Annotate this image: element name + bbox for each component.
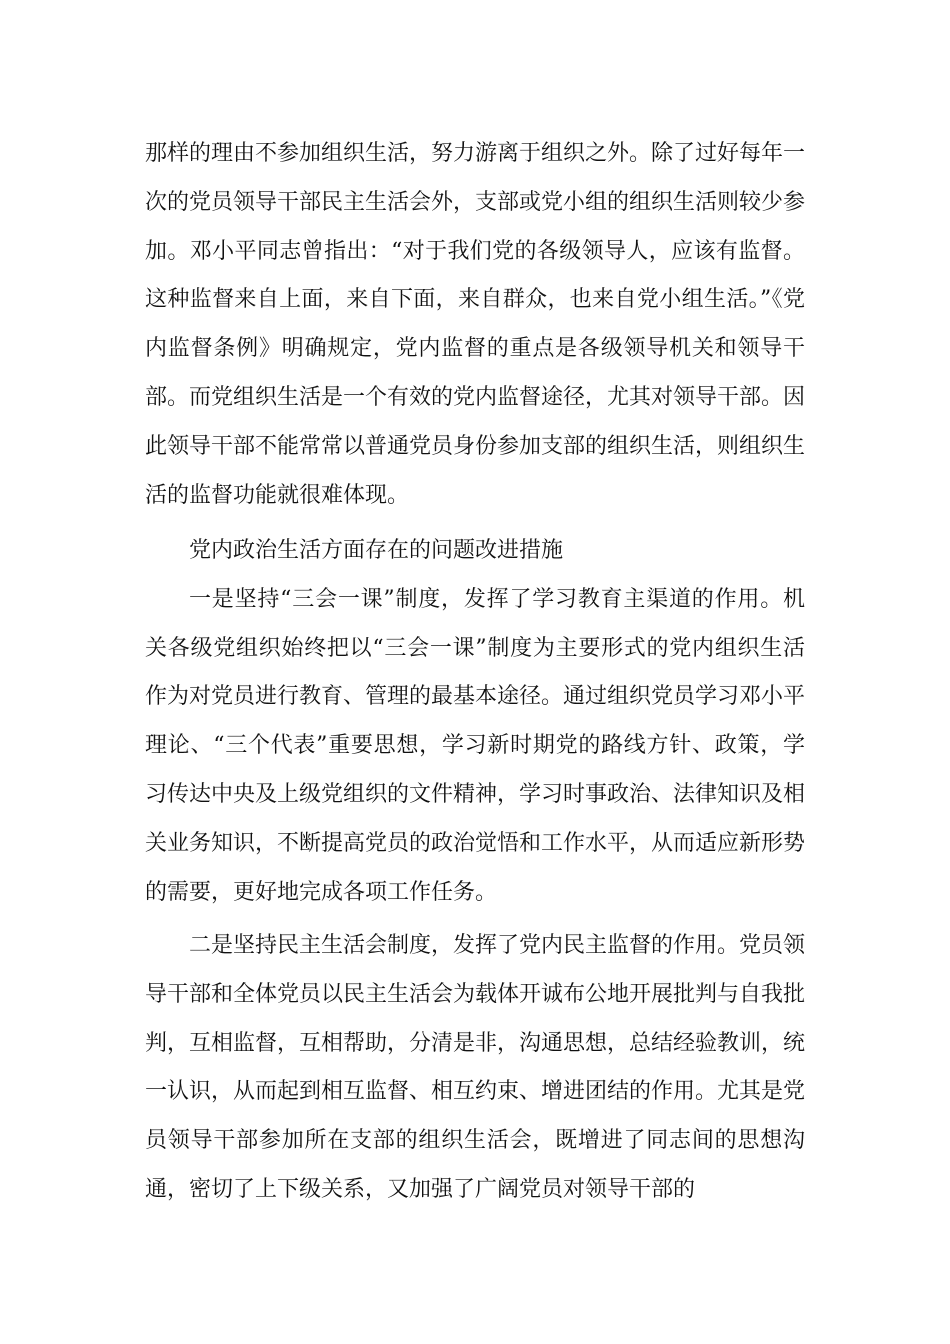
document-body-middle — [145, 527, 805, 917]
body-paragraph-continued: 那样的理由不参加组织生活，努力游离于组织之外。除了过好每年一次的党员领导干部民主生活会外，支部或党小组的组织生活则较少参加。邓小平同志曾指出：“对于我们党的各级领导人，应该有监督。这种监督来自上面，来自下面，来自群众，也来自党小组生活。”《党内监督条例》明确规定，党内监督的重点是各级领导机关和领导干部。而党组织生活是一个有效的党内监督途径，尤其对领导干部。因此领导干部不能常常以普通党员身份参加支部的组织生活，则组织生活的监督功能就很难体现。 — [145, 141, 806, 508]
section-heading: 党内政治生活方面存在的问题改进措施 — [189, 538, 564, 563]
body-paragraph-measure-one: 一是坚持“三会一课”制度，发挥了学习教育主渠道的作用。机关各级党组织始终把以“三会一课”制度为主要形式的党内组织生活作为对党员进行教育、管理的最基本途径。通过组织党员学习邓小平理论、“三个代表”重要思想，学习新时期党的路线方针、政策，学习传达中央及上级党组织的文件精神，学习时事政治、法律知识及相关业务知识，不断提高党员的政治觉悟和工作水平，从而适应新形势的需要，更好地完成各项工作任务。 — [145, 586, 806, 905]
document-body-top — [145, 130, 805, 520]
body-paragraph-measure-two: 二是坚持民主生活会制度，发挥了党内民主监督的作用。党员领导干部和全体党员以民主生活会为载体开诚布公地开展批判与自我批判，互相监督，互相帮助，分清是非，沟通思想，总结经验教训，统一认识，从而起到相互监督、相互约束、增进团结的作用。尤其是党员领导干部参加所在支部的组织生活会，既增进了同志间的思想沟通，密切了上下级关系，又加强了广阔党员对领导干部的 — [145, 933, 806, 1202]
document-body-bottom — [145, 922, 805, 1215]
